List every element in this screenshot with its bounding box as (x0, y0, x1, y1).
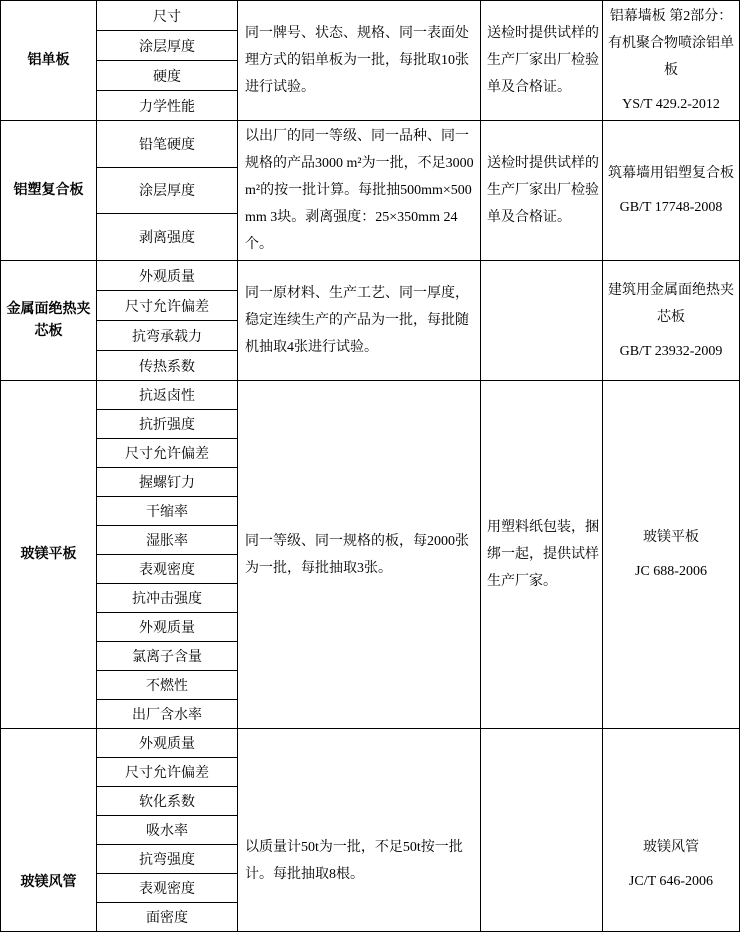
test-item-cell: 抗弯强度 (97, 845, 238, 874)
batch-rule-cell: 同一原材料、生产工艺、同一厚度，稳定连续生产的产品为一批，每批随机抽取4张进行试验。 (238, 261, 481, 381)
table-row (1, 729, 740, 758)
standard-name: 玻镁风管 (643, 839, 699, 855)
batch-rule-cell: 以质量计50t为一批，不足50t按一批计。每批抽取8根。 (238, 729, 481, 932)
test-item-cell: 涂层厚度 (97, 167, 238, 214)
test-item-cell: 抗折强度 (97, 410, 238, 439)
standard-code: JC/T 646-2006 (628, 873, 714, 889)
test-item-cell: 剥离强度 (97, 214, 238, 261)
test-item-cell: 外观质量 (97, 613, 238, 642)
test-item-cell: 抗弯承载力 (97, 321, 238, 351)
standard-cell (603, 261, 740, 381)
table-row (1, 261, 740, 291)
test-item-cell: 抗返卤性 (97, 381, 238, 410)
standard-code: JC 688-2006 (635, 564, 707, 579)
standard-cell (603, 1, 740, 121)
standard-cell (603, 729, 740, 932)
standard-cell (603, 381, 740, 729)
test-item-cell: 力学性能 (97, 91, 238, 121)
standard-name: 铝幕墙板 第2部分：有机聚合物喷涂铝单板 (608, 9, 734, 78)
submission-cell (481, 729, 603, 932)
material-cell: 玻镁平板 (1, 381, 97, 729)
test-item-cell: 氯离子含量 (97, 642, 238, 671)
test-item-cell: 软化系数 (97, 787, 238, 816)
test-item-cell: 抗冲击强度 (97, 584, 238, 613)
test-item-cell: 干缩率 (97, 497, 238, 526)
test-item-cell: 吸水率 (97, 816, 238, 845)
test-item-cell: 尺寸允许偏差 (97, 758, 238, 787)
submission-cell: 送检时提供试样的生产厂家出厂检验单及合格证。 (481, 121, 603, 261)
test-item-cell: 表观密度 (97, 874, 238, 903)
submission-cell: 用塑料纸包装，捆绑一起，提供试样生产厂家。 (481, 381, 603, 729)
test-item-cell: 尺寸允许偏差 (97, 439, 238, 468)
test-item-cell: 出厂含水率 (97, 700, 238, 729)
standard-code: GB/T 17748-2008 (619, 200, 723, 215)
material-cell: 金属面绝热夹芯板 (1, 261, 97, 381)
test-item-cell: 面密度 (97, 903, 238, 932)
test-item-cell: 表观密度 (97, 555, 238, 584)
test-item-cell: 涂层厚度 (97, 31, 238, 61)
test-item-cell: 尺寸允许偏差 (97, 291, 238, 321)
standard-code: GB/T 23932-2009 (619, 343, 723, 359)
test-item-cell: 握螺钉力 (97, 468, 238, 497)
test-item-cell: 湿胀率 (97, 526, 238, 555)
batch-rule-cell: 以出厂的同一等级、同一品种、同一规格的产品3000 m²为一批，不足3000 m²的按一批计算。每批抽500mm×500mm 3块。剥离强度：25×350mm 24个。 (238, 121, 481, 261)
submission-cell (481, 261, 603, 381)
material-cell: 铝单板 (1, 1, 97, 121)
table-row (1, 1, 740, 31)
test-item-cell: 外观质量 (97, 729, 238, 758)
test-item-cell: 传热系数 (97, 351, 238, 381)
table-row (1, 381, 740, 410)
batch-rule-cell: 同一牌号、状态、规格、同一表面处理方式的铝单板为一批，每批取10张进行试验。 (238, 1, 481, 121)
batch-rule-cell: 同一等级、同一规格的板，每2000张为一批，每批抽取3张。 (238, 381, 481, 729)
standard-cell (603, 121, 740, 261)
standard-code: YS/T 429.2-2012 (622, 97, 720, 112)
submission-cell: 送检时提供试样的生产厂家出厂检验单及合格证。 (481, 1, 603, 121)
standard-name: 筑幕墙用铝塑复合板 (608, 166, 734, 181)
material-cell: 铝塑复合板 (1, 121, 97, 261)
test-item-cell: 硬度 (97, 61, 238, 91)
test-item-cell: 不燃性 (97, 671, 238, 700)
standard-name: 玻镁平板 (643, 530, 699, 545)
test-item-cell: 尺寸 (97, 1, 238, 31)
standard-name: 建筑用金属面绝热夹芯板 (608, 282, 734, 325)
table-row (1, 121, 740, 168)
material-cell: 玻镁风管 (1, 729, 97, 932)
test-item-cell: 铅笔硬度 (97, 121, 238, 168)
test-item-cell: 外观质量 (97, 261, 238, 291)
